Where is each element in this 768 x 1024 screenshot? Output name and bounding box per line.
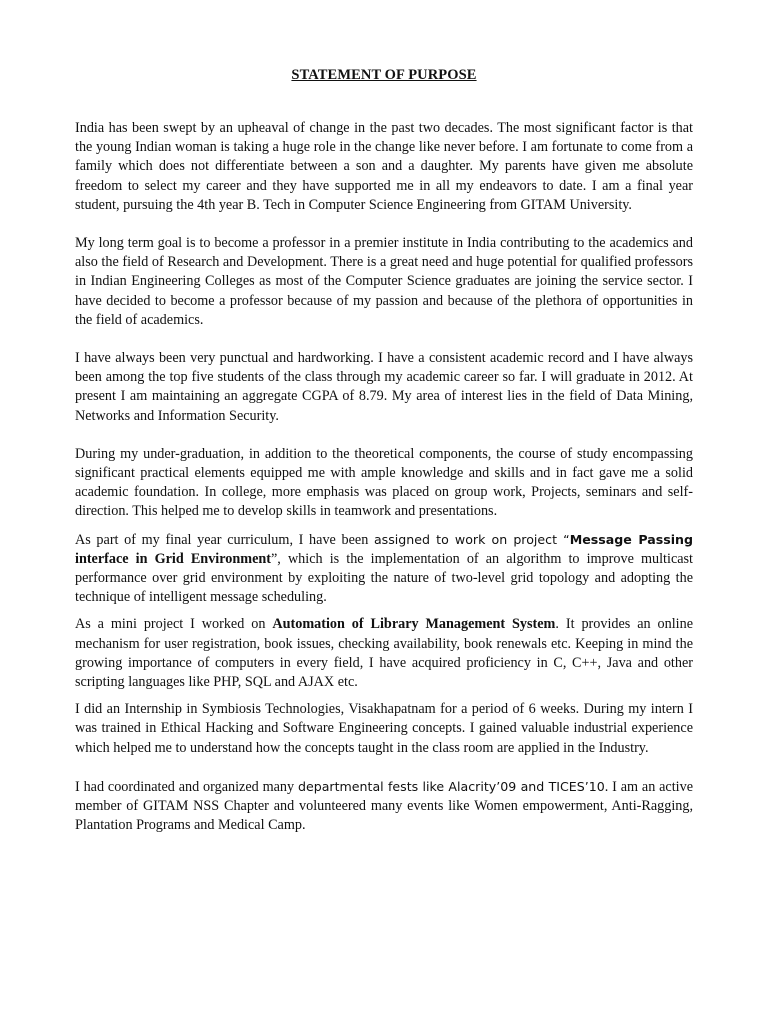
paragraph-intro: India has been swept by an upheaval of change in the past two decades. The most significant factor is that the young Indian woman is taking a huge role in the change like never before. I am fortunate to come from a family which does not differentiate between a son and a daughter. My parents have given me absolute freedom to select my career and they have supported me in all my endeavors to date. I am a final year student, pursuing the 4th year B. Tech in Computer Science Engineering from GITAM University. [75,120,693,213]
document-title: STATEMENT OF PURPOSE [291,67,477,83]
activities-tail: . I am an active member of GITAM NSS Chapter and volunteered many events like Women empowerment, Anti-Ragging, Plantation Programs and Medical Camp. [75,778,694,834]
final-project-title-a: Message Passing [569,531,693,547]
document-body [75,119,693,836]
paragraph-academic-record: I have always been very punctual and hardworking. I have a consistent academic record and I have always been among the top five students of the class through my academic career so far. I will graduate in 2012. At present I am maintaining an aggregate CGPA of 8.79. My area of interest lies in the field of Data Mining, Networks and Information Security. [75,350,693,424]
final-project-tail: ”, which is the implementation of an algorithm to improve multicast performance over grid environment by exploiting the nature of two-level grid topology and adopting the technique of intelligent message scheduling. [75,550,693,606]
final-project-lead: As part of my final year curriculum, I have been [75,531,374,548]
mini-project-title: Automation of Library Management System [272,616,556,633]
paragraph-career-goal: My long term goal is to become a professor in a premier institute in India contributing to the academics and also the field of Research and Development. There is a great need and huge potential for qualified professors in Indian Engineering Colleges as most of the Computer Science graduates are joining the service sector. I have decided to become a professor because of my passion and because of the plethora of opportunities in the field of academics. [75,235,693,328]
paragraph-final-year-project [75,530,693,608]
activities-lead: I had coordinated and organized many [75,778,298,795]
final-project-lead-sans: assigned to work on project “ [373,531,570,547]
mini-project-lead: As a mini project I worked on [75,616,273,633]
activities-fests: departmental fests like Alacrity’09 and TICES’10 [297,778,605,794]
final-project-title-b: interface in Grid Environment [75,550,271,567]
paragraph-internship: I did an Internship in Symbiosis Technologies, Visakhapatnam for a period of 6 weeks. During my intern I was trained in Ethical Hacking and Software Engineering concepts. I gained valuable industrial experience which helped me to understand how the concepts taught in the class room are applied in the Industry. [75,701,693,756]
paragraph-mini-project [75,615,693,692]
paragraph-under-graduation: During my under-graduation, in addition to the theoretical components, the course of study encompassing significant practical elements equipped me with ample knowledge and skills and in fact gave me a solid academic foundation. In college, more emphasis was placed on group work, Projects, seminars and self-direction. This helped me to develop skills in teamwork and presentations. [75,445,693,520]
mini-project-tail: . It provides an online mechanism for user registration, book issues, checking availability, book renewals etc. Keeping in mind the growing importance of computers in every field, I have acquired proficiency in C, C++, Java and other scripting languages like PHP, SQL and AJAX etc. [75,616,693,691]
paragraph-activities [75,777,693,836]
